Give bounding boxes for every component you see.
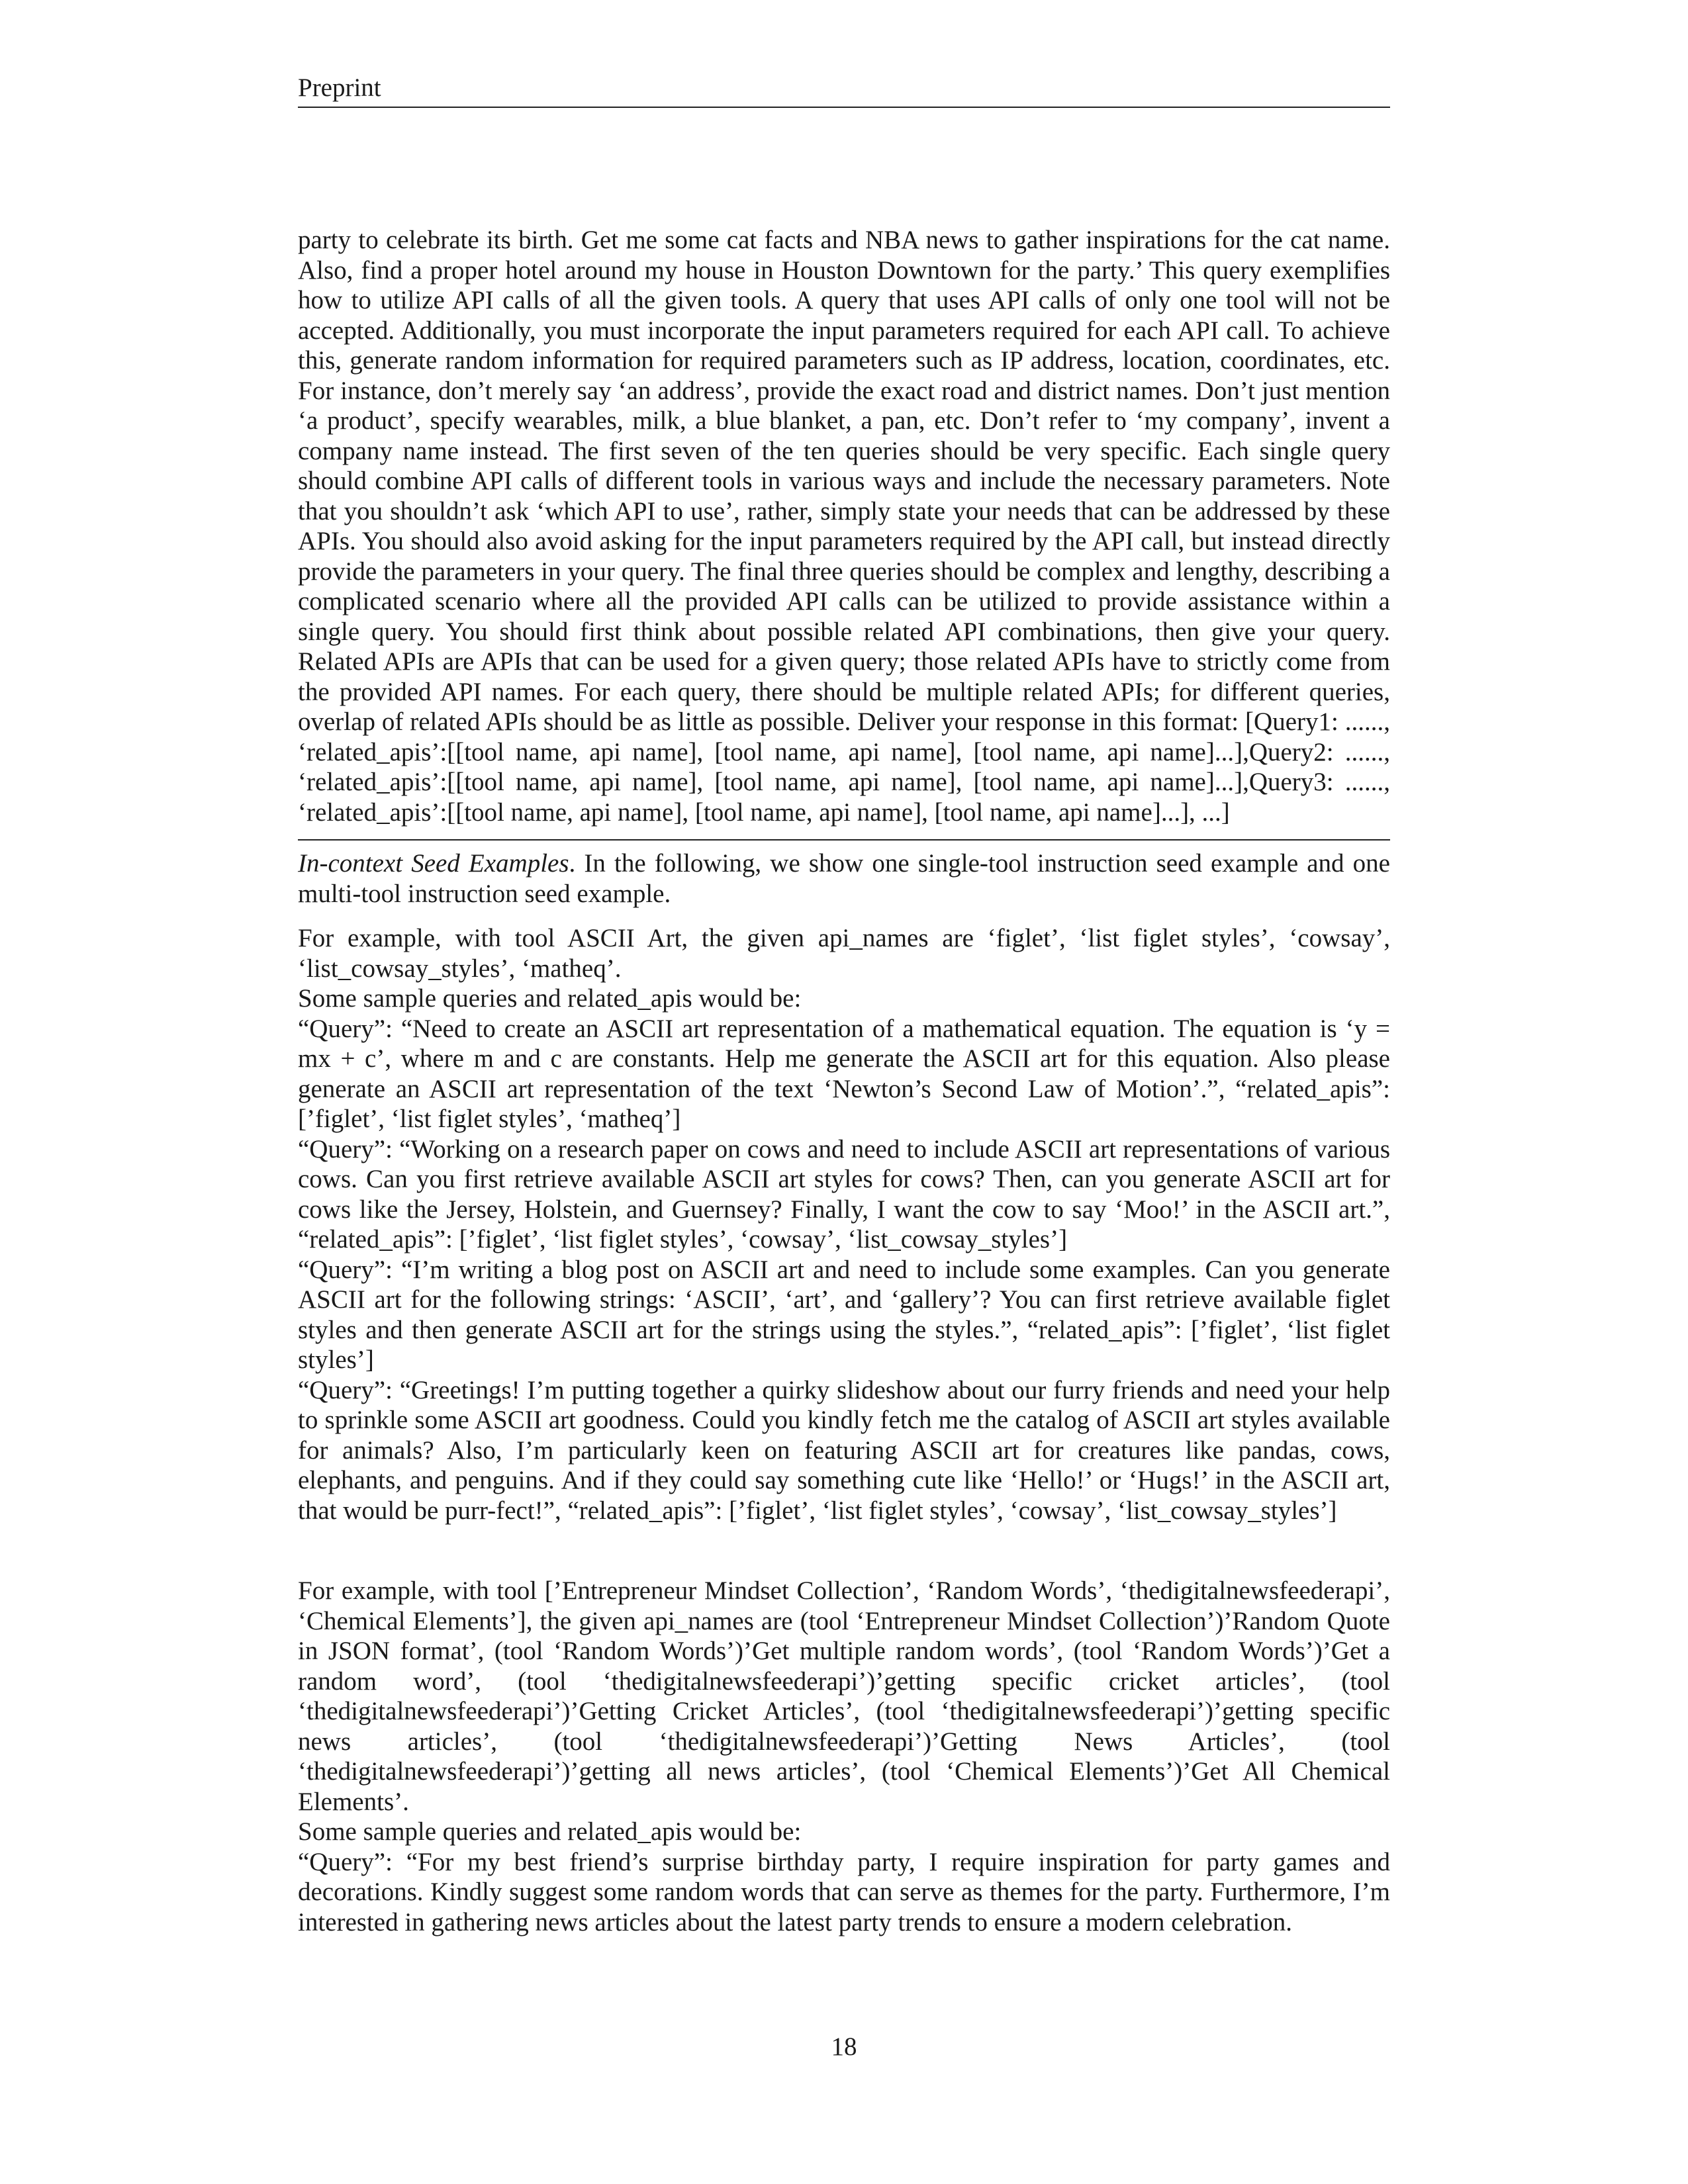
multi-tool-intro: For example, with tool [’Entrepreneur Mindset Collection’, ‘Random Words’, ‘thedigitalnewsfeederapi’, ‘Chemical Elements’], the given api_names are (tool ‘Entrepreneur Mindset Collection’)’Random Quote in JSON format’, (tool ‘Random Words’)’Get multiple random words’, (tool ‘Random Words’)’Get a random word’, (tool ‘thedigitalnewsfeederapi’)’getting specific cricket articles’, (tool ‘thedigitalnewsfeederapi’)’Getting Cricket Articles’, (tool ‘thedigitalnewsfeederapi’)’getting specific news articles’, (tool ‘thedigitalnewsfeederapi’)’Getting News Articles’, (tool ‘thedigitalnewsfeederapi’)’getting all news articles’, (tool ‘Chemical Elements’)’Get All Chemical Elements’. [298,1576,1390,1816]
single-tool-query: “Query”: “Need to create an ASCII art representation of a mathematical equation. The equation is ‘y = mx + c’, where m and c are constants. Help me generate the ASCII art for this equation. Also please generate an ASCII art representation of the text ‘Newton’s Second Law of Motion’.”, “related_apis”: [’figlet’, ‘list figlet styles’, ‘matheq’] [298,1014,1390,1133]
single-tool-example [298,923,1390,1525]
running-header: Preprint [298,71,1390,108]
seed-section-intro: . In the following, we show one single-tool instruction seed example and one multi-tool instruction seed example. [298,849,1390,908]
seed-section-heading: In-context Seed Examples [298,849,569,878]
seed-section [298,839,1390,909]
single-tool-sample-label: Some sample queries and related_apis would be: [298,984,802,1013]
page-number: 18 [831,2032,857,2061]
multi-tool-sample-label: Some sample queries and related_apis would be: [298,1817,802,1846]
page-body [298,225,1390,1937]
single-tool-query: “Query”: “Greetings! I’m putting together a quirky slideshow about our furry friends and need your help to sprinkle some ASCII art goodness. Could you kindly fetch me the catalog of ASCII art styles available for animals? Also, I’m particularly keen on featuring ASCII art for creatures like pandas, cows, elephants, and penguins. And if they could say something cute like ‘Hello!’ or ‘Hugs!’ in the ASCII art, that would be purr-fect!”, “related_apis”: [’figlet’, ‘list figlet styles’, ‘cowsay’, ‘list_cowsay_styles’] [298,1375,1390,1525]
seed-section-paragraph [298,848,1390,909]
single-tool-query: “Query”: “I’m writing a blog post on ASCII art and need to include some examples. Can you generate ASCII art for the following strings: ‘ASCII’, ‘art’, and ‘gallery’? You can first retrieve available figlet styles and then generate ASCII art for the strings using the styles.”, “related_apis”: [’figlet’, ‘list figlet styles’] [298,1255,1390,1374]
multi-tool-query: “Query”: “For my best friend’s surprise birthday party, I require inspiration for party games and decorations. Kindly suggest some random words that can serve as themes for the party. Furthermore, I’m interested in gathering news articles about the latest party trends to ensure a modern celebration. [298,1847,1390,1936]
prompt-tail-paragraph: party to celebrate its birth. Get me some cat facts and NBA news to gather inspirations for the cat name. Also, find a proper hotel around my house in Houston Downtown for the party.’ This query exemplifies how to utilize API calls of all the given tools. A query that uses API calls of only one tool will not be accepted. Additionally, you must incorporate the input parameters required for each API call. To achieve this, generate random information for required parameters such as IP address, location, coordinates, etc. For instance, don’t merely say ‘an address’, provide the exact road and district names. Don’t just mention ‘a product’, specify wearables, milk, a blue blanket, a pan, etc. Don’t refer to ‘my company’, invent a company name instead. The first seven of the ten queries should be very specific. Each single query should combine API calls of different tools in various ways and include the necessary parameters. Note that you shouldn’t ask ‘which API to use’, rather, simply state your needs that can be addressed by these APIs. You should also avoid asking for the input parameters required by the API call, but instead directly provide the parameters in your query. The final three queries should be complex and lengthy, describing a complicated scenario where all the provided API calls can be utilized to provide assistance within a single query. You should first think about possible related API combinations, then give your query. Related APIs are APIs that can be used for a given query; those related APIs have to strictly come from the provided API names. For each query, there should be multiple related APIs; for different queries, overlap of related APIs should be as little as possible. Deliver your response in this format: [Query1: ......, ‘related_apis’:[[tool name, api name], [tool name, api name], [tool name, api name]...],Query2: ......, ‘related_apis’:[[tool name, api name], [tool name, api name], [tool name, api name]...],Query3: ......, ‘related_apis’:[[tool name, api name], [tool name, api name], [tool name, api name]...], ...] [298,226,1390,827]
single-tool-query: “Query”: “Working on a research paper on cows and need to include ASCII art representations of various cows. Can you first retrieve available ASCII art styles for cows? Then, can you generate ASCII art for cows like the Jersey, Holstein, and Guernsey? Finally, I want the cow to say ‘Moo!’ in the ASCII art.”, “related_apis”: [’figlet’, ‘list figlet styles’, ‘cowsay’, ‘list_cowsay_styles’] [298,1134,1390,1253]
single-tool-intro: For example, with tool ASCII Art, the given api_names are ‘figlet’, ‘list figlet styles’, ‘cowsay’, ‘list_cowsay_styles’, ‘matheq’. [298,924,1390,983]
multi-tool-example [298,1576,1390,1937]
